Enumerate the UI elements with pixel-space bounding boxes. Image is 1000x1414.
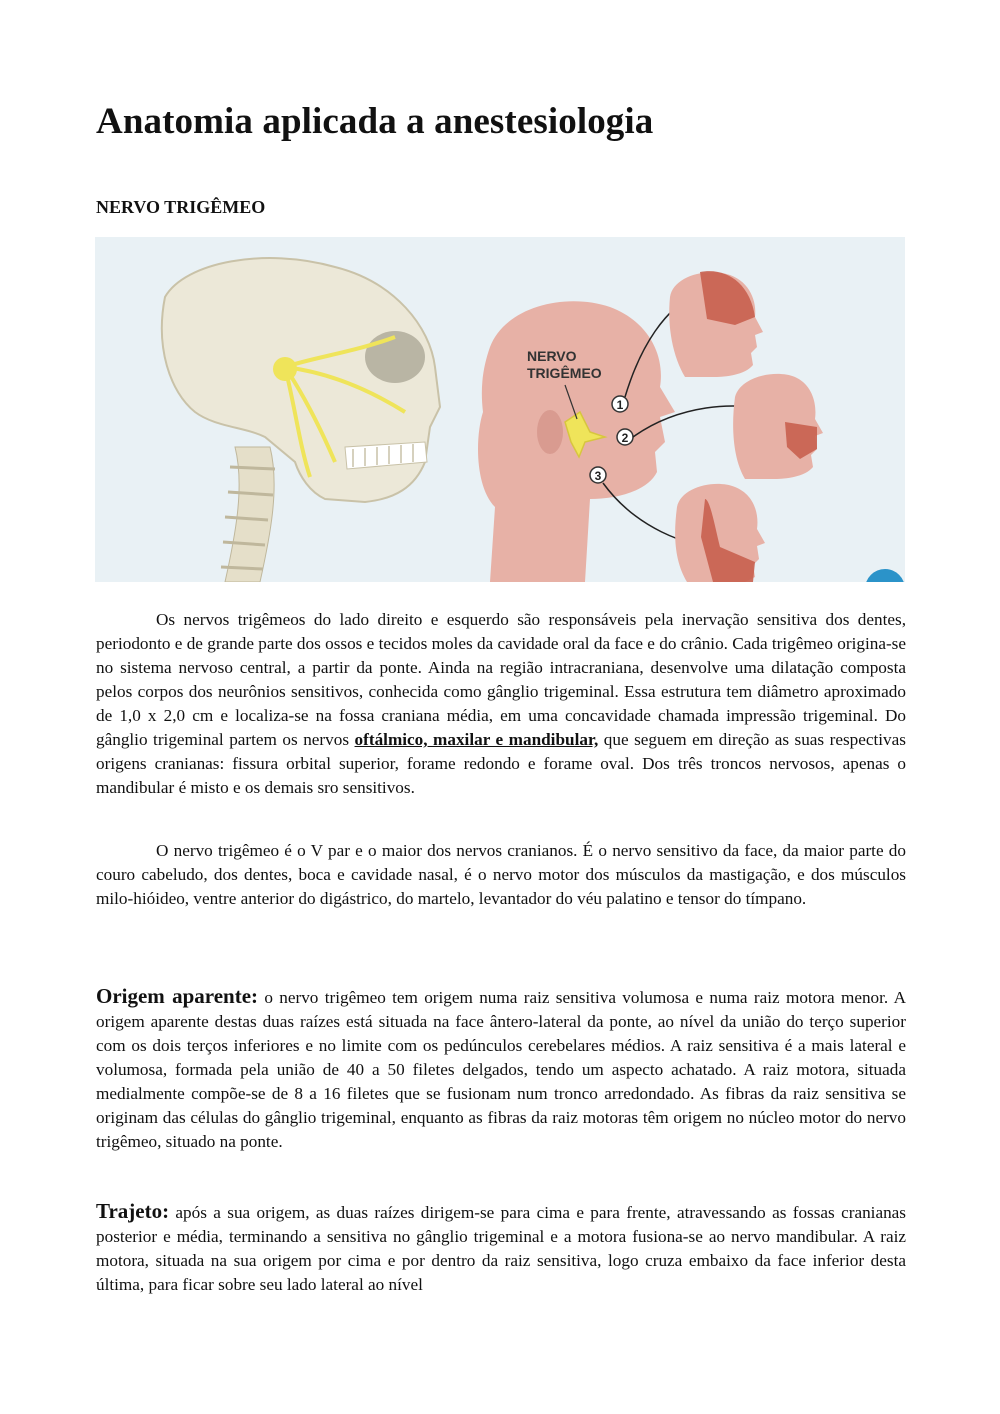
head-profile <box>478 301 675 582</box>
origem-aparente-heading: Origem aparente: <box>96 984 259 1008</box>
paragraph-1-emphasis: oftálmico, maxilar e mandibular, <box>354 730 599 749</box>
trajeto-heading: Trajeto: <box>96 1199 170 1223</box>
nerve-label-line2: TRIGÊMEO <box>527 365 602 381</box>
paragraph-1 <box>96 608 906 800</box>
head-ophthalmic <box>669 271 763 377</box>
svg-text:3: 3 <box>594 469 602 483</box>
paragraph-origem-aparente <box>96 984 906 1154</box>
origem-aparente-text: o nervo trigêmeo tem origem numa raiz sensitiva volumosa e numa raiz motora menor. A origem aparente destas duas raízes está situada na face ântero-lateral da ponte, ao nível da união do terço superior com os dois terços inferiores e no limite com os pedúnculos cerebelares médios. A raiz sensitiva é a mais lateral e volumosa, formada pela união de 40 a 50 filetes delgados, tendo um aspecto achatado. A raiz motora, situada medialmente compõe-se de 8 a 16 filetes que se fusionam num tronco arredondado. As fibras da raiz sensitiva se originam das células do gânglio trigeminal, enquanto as fibras da raiz motoras têm origem no núcleo motor do nervo trigêmeo, situado na ponte. <box>96 988 907 1151</box>
marker-1 <box>612 396 628 412</box>
page-title: Anatomia aplicada a anestesiologia <box>96 101 654 142</box>
nerve-label-line1: NERVO <box>527 348 577 364</box>
skull-drawing <box>162 258 440 582</box>
corner-badge <box>865 569 905 582</box>
head-maxillary <box>733 374 823 479</box>
paragraph-1-text-a: Os nervos trigêmeos do lado direito e esquerdo são responsáveis pela inervação sensitiva dos dentes, periodonto e de grande parte dos ossos e tecidos moles da cavidade oral da face e do crânio. Cada trigêmeo origina-se no sistema nervoso central, a partir da ponte. Ainda na região intracraniana, desenvolve uma dilatação composta pelos corpos dos neurônios sensitivos, conhecida como gânglio trigeminal. Essa estrutura tem diâmetro aproximado de 1,0 x 2,0 cm e localiza-se na fossa craniana média, em uma concavidade chamada impressão trigeminal. Do gânglio trigeminal partem os nervos <box>96 610 906 749</box>
marker-3 <box>590 467 606 483</box>
section-heading: NERVO TRIGÊMEO <box>96 197 266 217</box>
paragraph-1-text-b: que seguem em direção as suas respectivas origens cranianas: fissura orbital superior, forame redondo e forame oval. Dos três troncos nervosos, apenas o mandibular é misto e os demais sro sensitivos. <box>96 730 906 797</box>
trigeminal-illustration <box>95 237 905 582</box>
paragraph-2: O nervo trigêmeo é o V par e o maior dos nervos cranianos. É o nervo sensitivo da face, da maior parte do couro cabeludo, dos dentes, boca e cavidade nasal, é o nervo motor dos músculos da mastigação, e dos músculos milo-hióideo, ventre anterior do digástrico, do martelo, levantador do véu palatino e tensor do tímpano. <box>96 841 906 908</box>
head-mandibular <box>675 484 765 582</box>
svg-text:1: 1 <box>616 398 624 412</box>
trajeto-text: após a sua origem, as duas raízes dirigem-se para cima e para frente, atravessando as fossas cranianas posterior e média, terminando a sensitiva no gânglio trigeminal e a motora fusiona-se ao nervo mandibular. A raiz motora, situada na sua origem por cima e por dentro da raiz sensitiva, logo cruza embaixo da face inferior desta última, para ficar sobre seu lado lateral ao nível <box>96 1203 906 1294</box>
marker-2 <box>617 429 633 445</box>
paragraph-trajeto <box>96 1199 906 1297</box>
illustration-canvas <box>95 237 905 582</box>
svg-text:2: 2 <box>621 431 629 445</box>
